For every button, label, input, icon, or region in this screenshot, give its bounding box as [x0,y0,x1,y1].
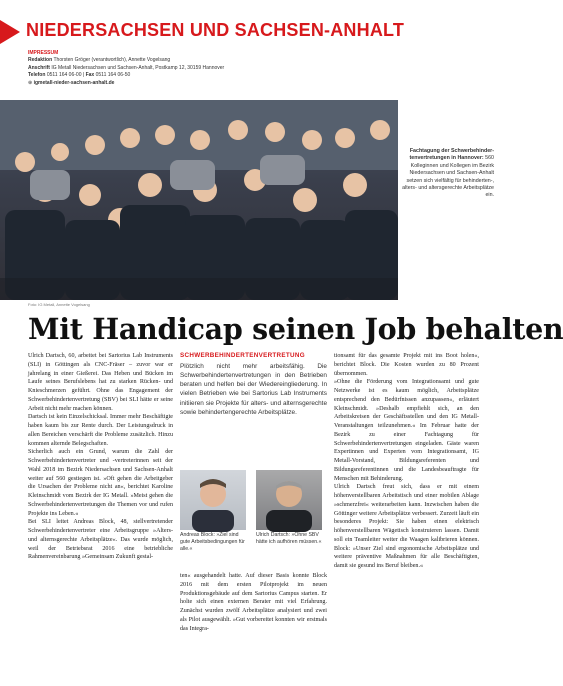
article-headline: Mit Handicap seinen Job behalten [28,312,563,346]
website-link[interactable]: igmetall-nieder-sachsen-anhalt.de [33,79,115,86]
telefon-label: Telefon [28,72,46,79]
imprint [28,50,428,87]
imprint-anschrift [28,65,428,72]
portrait-illustration [256,470,322,530]
article-column-3 [334,352,479,571]
paragraph: Dartsch ist kein Einzelschicksal. Immer mehr Beschäftigte haben kaum bis zur Rente durch. Der Leistungsdruck in allen Bereichen verschärft die Probleme zusätzlich. Hinzu kommen alternde Belegschaften. [28,414,173,447]
fax-label: Fax [85,72,95,79]
portrait-row [180,470,327,562]
portrait-caption-block: Andreas Block: »Ziel sind gute Arbeitsbedingungen für alle.« [180,532,245,552]
section-title: NIEDERSACHSEN UND SACHSEN-ANHALT [26,20,405,40]
caption-text: 560 Kolleginnen und Kollegen im Bezirk Niedersachsen und Sachsen-Anhalt setzen sich vielfältig für behinderten-, alters- und altersgerechte Arbeitsplätze ein. [402,155,494,199]
paragraph: Ulrich Dartsch, 60, arbeitet bei Sartorius Lab Instruments (SLI) in Göttingen als CNC-Fräser – zuvor war er jahrelang in einer Gießerei. Das Heben und Bücken im Laufe seines Berufslebens hat zu starken Rücken- und Knieschmerzen geführt. Ohne das Engagement der Schwerbehindertenvertretung (SBV) bei SLI hätte er seine Arbeit nicht mehr machen können. [28,353,173,412]
paragraph: Bei SLI leitet Andreas Block, 48, stellvertretender Schwerbehindertenvertreter eine Arbeitsgruppe »Alters- und alternsgerechte Arbeitsplätze«. Das wurde möglich, weil der Betriebsrat 2016 eine betriebliche Rahmenvereinbarung »Gemeinsam Zukunft gestal- [28,519,173,561]
imprint-web[interactable] [28,80,428,87]
column-intro: Plötzlich nicht mehr arbeitsfähig. Die Schwerbehindertenvertretungen in den Betrieben beraten und helfen bei der Wiedereingliederung. In vielen Betrieben wie bei Sartorius Lab Instruments initiieren sie Projekte für alters- und alternsgerechte sowie behindertengerechte Arbeitsplätze. [180,362,327,416]
red-arrow-icon [0,20,20,44]
anschrift-label: Anschrift [28,64,50,71]
imprint-telefon: Telefon 0511 164 06-00 | Fax 0511 164 06-50 [28,72,131,79]
column-subhead: SCHWERBEHINDERTENVERTRETUNG [180,352,305,359]
group-photo [0,100,398,300]
imprint-heading: IMPRESSUM [28,50,59,56]
redaktion-label: Redaktion [28,57,53,64]
telefon-value: 0511 164 06-00 [46,72,82,79]
paragraph: tionsamt für das gesamte Projekt mit ins Boot holen«, berichtet Block. Die Kosten wurden zu 80 Prozent übernommen. [334,353,479,377]
portrait-andreas-block [180,470,246,530]
article-column-2-body: ten« ausgehandelt hatte. Auf dieser Basis konnte Block 2016 mit dem ersten Pilotprojekt im neuen Produktionsgebäude auf dem Sartorius Campus starten. Er holte sich einen externen Berater mit viel Erfahrung. Zunächst wurden zwölf Arbeitsplätze analysiert und zwei als Pilot ausgewählt. »Gut vorbereitet konnten wir erstmals das Integra- [180,573,327,632]
anschrift-value: IG Metall Niedersachsen und Sachsen-Anhalt, Postkamp 12, 30159 Hannover [51,64,225,71]
redaktion-value: Thorsten Gröger (verantwortlich), Annette Vogelsang [53,57,171,64]
portrait-caption-dartsch: Ulrich Dartsch: »Ohne SBV hätte ich aufhören müssen.« [256,532,322,545]
article-column-2 [180,352,327,417]
section-banner [0,18,500,46]
paragraph: Ulrich Dartsch freut sich, dass er mit einem höhenverstellbaren Arbeitstisch und einer mobilen Ablage »schmerzfrei« weiterarbeiten kann. Inzwischen haben die Göttinger weitere Arbeitsplätze verbessert. Zurzeit läuft ein besonderes Projekt: Sie haben einen elektrisch höhenverstellbaren Wägetisch konstruieren lassen. Damit soll ein Teamleiter weiter die Waagen kalibrieren können. Block: »Unser Ziel sind ergonomische Arbeitsplätze und weitere präventive Maßnahmen für alle Beschäftigten, damit sie gesund ins Beruf bleiben.« [334,484,480,569]
portrait-ulrich-dartsch [256,470,322,530]
article-column-1 [28,352,173,562]
group-photo-illustration [0,100,398,300]
portrait-illustration [180,470,246,530]
paragraph: Sicherlich auch ein Grund, warum die Zahl der Schwerbehindertenvertreter und -vertreterinnen seit der Wahl 2018 im Bezirk Niedersachsen und Sachsen-Anhalt weiter auf 560 gestiegen ist. »Oft gehen die Arbeitgeber die Ursachen der Probleme nicht an«, berichtet Karoline Kleinschmidt vom Bezirk der IG Metall. »Meist gehen die Schwerbehindertenvertretungen die Themen vor und rufen Projekte ins Leben.« [28,449,173,517]
fax-value: 0511 164 06-50 [95,72,131,79]
photo-caption [402,148,494,200]
globe-icon: ⊕ [28,79,33,86]
photo-credit: Foto: IG Metall, Annette Vogelsang [28,302,90,307]
caption-lead: Fachtagung der Schwerbehinder-tenvertretungen in Hannover: [409,148,494,162]
imprint-redaktion [28,57,428,64]
paragraph: »Ohne die Förderung vom Integrationsamt und gute Netzwerke ist es kaum möglich, Arbeitsplätze entsprechend den Bedürfnissen anzupassen«, erläutert Kleinschmidt. »Deshalb empfiehlt sich, an den Arbeitskreisen der Geschäftsstellen und den IG Metall-Veranstaltungen teilzunehmen.« Im Februar hatte der Bezirk zu einer Fachtagung für Schwerbehindertenvertretungen eingeladen. Gäste waren Expertinnen und Experten vom Integrationsamt, IG Metall-Vorstand, Bildungsreferenten und Bildungsreferentinnen und die Landesbeauftragte für Menschen mit Behinderung. [334,379,479,482]
